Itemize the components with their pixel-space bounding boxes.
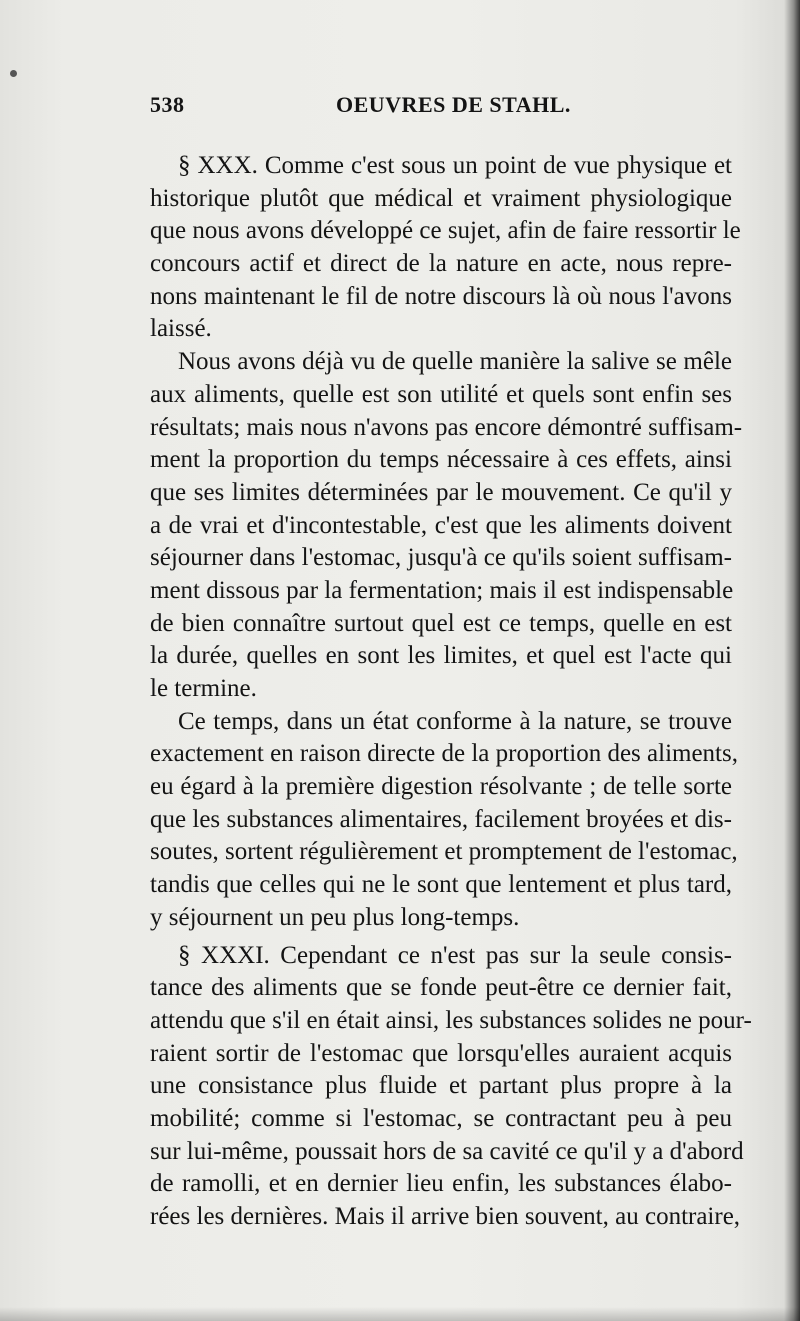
- paragraph-salive: [150, 346, 743, 706]
- page-bottom-shadow: [0, 1307, 800, 1321]
- body-text: [150, 150, 752, 1234]
- text-line: eu égard à la première digestion résolvante ; de telle sorte: [150, 773, 732, 801]
- text-line: de ramolli, et en dernier lieu enfin, les substances élabo-: [150, 1170, 732, 1198]
- text-line: § XXXI. Cependant ce n'est pas sur la seule consis-: [178, 941, 732, 969]
- text-line: nons maintenant le fil de notre discours là où nous l'avons: [150, 282, 732, 310]
- text-line: exactement en raison directe de la proportion des aliments,: [150, 740, 738, 768]
- text-line: concours actif et direct de la nature en acte, nous repre-: [150, 250, 732, 278]
- text-line: résultats; mais nous n'avons pas encore démontré suffisam-: [150, 413, 743, 441]
- text-line: Nous avons déjà vu de quelle manière la salive se mêle: [178, 348, 732, 376]
- page-header: [150, 92, 730, 122]
- text-line: tance des aliments que se fonde peut-être ce dernier fait,: [150, 974, 732, 1002]
- text-line: attendu que s'il en était ainsi, les substances solides ne pour-: [150, 1006, 752, 1034]
- text-line: le termine.: [150, 675, 257, 702]
- text-line: ment dissous par la fermentation; mais il est indispensable: [150, 576, 734, 604]
- ink-speck: [10, 70, 17, 77]
- page-number: 538: [150, 92, 185, 117]
- text-line: que nous avons développé ce sujet, afin de faire ressortir le: [150, 217, 741, 245]
- text-line: Ce temps, dans un état conforme à la nature, se trouve: [178, 707, 732, 735]
- paragraph-ce-temps: [150, 706, 738, 935]
- text-line: rées les dernières. Mais il arrive bien souvent, au contraire,: [150, 1203, 741, 1230]
- paragraph-section-xxx: [150, 150, 741, 346]
- text-line: ment la proportion du temps nécessaire à ces effets, ainsi: [150, 446, 732, 474]
- text-line: une consistance plus fluide et partant plus propre à la: [150, 1072, 732, 1100]
- paragraph-section-xxxi: [150, 940, 752, 1234]
- text-line: soutes, sortent régulièrement et promptement de l'estomac,: [150, 838, 738, 866]
- running-title: OEUVRES DE STAHL.: [336, 92, 571, 117]
- text-line: mobilité; comme si l'estomac, se contractant peu à peu: [150, 1104, 732, 1132]
- text-line: historique plutôt que médical et vraiment physiologique: [150, 184, 732, 212]
- text-line: que ses limites déterminées par le mouvement. Ce qu'il y: [150, 478, 732, 506]
- text-line: sur lui-même, poussait hors de sa cavité ce qu'il y a d'abord: [150, 1137, 744, 1165]
- text-line: que les substances alimentaires, facilement broyées et dis-: [150, 805, 732, 833]
- text-line: laissé.: [150, 315, 212, 343]
- text-line: § XXX. Comme c'est sous un point de vue physique et: [178, 152, 732, 179]
- text-line: aux aliments, quelle est son utilité et quels sont enfin ses: [150, 380, 732, 408]
- text-line: raient sortir de l'estomac que lorsqu'elles auraient acquis: [150, 1039, 732, 1067]
- text-line: tandis que celles qui ne le sont que lentement et plus tard,: [150, 871, 732, 899]
- text-line: de bien connaître surtout quel est ce temps, quelle en est: [150, 609, 732, 637]
- text-line: séjourner dans l'estomac, jusqu'à ce qu'ils soient suffisam-: [150, 544, 732, 572]
- text-line: a de vrai et d'incontestable, c'est que les aliments doivent: [150, 511, 732, 539]
- text-line: la durée, quelles en sont les limites, et quel est l'acte qui: [150, 642, 732, 670]
- text-line: y séjournent un peu plus long-temps.: [150, 903, 520, 931]
- page-edge-shadow: [784, 0, 800, 1321]
